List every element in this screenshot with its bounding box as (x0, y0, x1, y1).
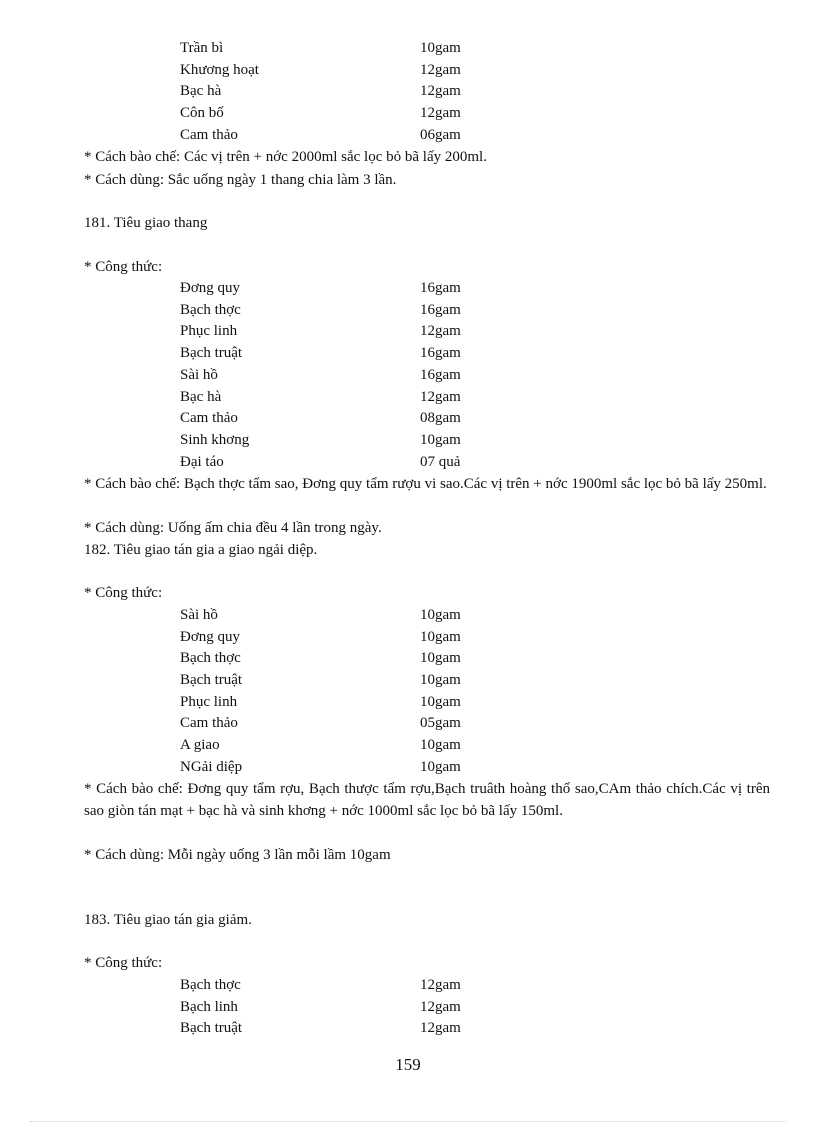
ingredient-name: Côn bố (180, 105, 224, 121)
ingredient-name: Phục linh (180, 694, 238, 710)
ingredient-qty: 12gam (420, 62, 461, 78)
ingredient-name: Bạch truật (180, 1020, 243, 1036)
ingredient-qty: 10gam (420, 607, 461, 623)
formula-label: * Công thức: (84, 955, 163, 971)
ingredient-name: Bạc hà (180, 389, 222, 405)
ingredient-qty: 10gam (420, 40, 461, 56)
ingredient-name: Bạch thợc (180, 302, 241, 318)
ingredient-name: Bạch thợc (180, 650, 241, 666)
ingredient-name: Sinh khơng (180, 432, 250, 448)
footer-rule (30, 1121, 786, 1122)
ingredient-name: Cam thảo (180, 410, 238, 426)
ingredient-name: Cam thảo (180, 127, 238, 143)
ingredient-qty: 07 quả (420, 454, 461, 470)
section-title: 181. Tiêu giao thang (84, 215, 208, 231)
ingredient-qty: 12gam (420, 323, 461, 339)
ingredient-name: Bạch thợc (180, 977, 241, 993)
ingredient-qty: 16gam (420, 367, 461, 383)
ingredient-qty: 12gam (420, 389, 461, 405)
ingredient-qty: 10gam (420, 737, 461, 753)
ingredient-qty: 12gam (420, 999, 461, 1015)
ingredient-name: Cam thảo (180, 715, 238, 731)
ingredient-qty: 10gam (420, 672, 461, 688)
ingredient-qty: 12gam (420, 977, 461, 993)
ingredient-qty: 08gam (420, 410, 461, 426)
ingredient-qty: 10gam (420, 650, 461, 666)
ingredient-name: Đại táo (180, 454, 224, 470)
ingredient-name: A giao (180, 737, 220, 753)
ingredient-qty: 16gam (420, 280, 461, 296)
usage-text: * Cách dùng: Mỗi ngày uống 3 lần mỗi lầm 10gam (84, 847, 391, 863)
ingredient-name: Khương hoạt (180, 62, 259, 78)
ingredient-qty: 06gam (420, 127, 461, 143)
ingredient-qty: 12gam (420, 83, 461, 99)
section-title: 182. Tiêu giao tán gia a giao ngải diệp. (84, 542, 318, 558)
ingredient-qty: 16gam (420, 345, 461, 361)
preparation-text: * Cách bào chế: Đơng quy tẩm rợu, Bạch thược tẩm rợu,Bạch truâth hoàng thổ sao,CAm thảo chích.Các vị trên sao giòn tán mạt + bạc hà và sinh khơng + nớc 1000ml sắc lọc bỏ bã lấy 150ml. (84, 781, 770, 819)
ingredient-name: Sài hồ (180, 607, 218, 623)
ingredient-name: Sài hồ (180, 367, 218, 383)
ingredient-qty: 10gam (420, 694, 461, 710)
ingredient-qty: 05gam (420, 715, 461, 731)
section-title: 183. Tiêu giao tán gia giảm. (84, 912, 252, 928)
ingredient-name: Đơng quy (180, 629, 241, 645)
ingredient-name: Bạc hà (180, 83, 222, 99)
page-number: 159 (395, 1055, 421, 1074)
ingredient-qty: 10gam (420, 629, 461, 645)
ingredient-name: Bạch linh (180, 999, 238, 1015)
usage-text: * Cách dùng: Uống ấm chia đều 4 lần trong ngày. (84, 520, 382, 536)
usage-text: * Cách dùng: Sắc uống ngày 1 thang chia làm 3 lần. (84, 172, 397, 188)
formula-label: * Công thức: (84, 585, 163, 601)
ingredient-name: NGải diệp (180, 759, 243, 775)
ingredient-qty: 10gam (420, 759, 461, 775)
ingredient-name: Bạch truật (180, 672, 243, 688)
ingredient-name: Phục linh (180, 323, 238, 339)
ingredient-qty: 16gam (420, 302, 461, 318)
ingredient-qty: 10gam (420, 432, 461, 448)
ingredient-name: Đơng quy (180, 280, 241, 296)
preparation-text: * Cách bào chế: Bạch thợc tẩm sao, Đơng quy tẩm rượu vi sao.Các vị trên + nớc 1900ml sắc lọc bỏ bã lấy 250ml. (84, 476, 767, 492)
ingredient-name: Trần bì (180, 40, 224, 56)
preparation-text: * Cách bào chế: Các vị trên + nớc 2000ml sắc lọc bỏ bã lấy 200ml. (84, 149, 487, 165)
ingredient-name: Bạch truật (180, 345, 243, 361)
ingredient-qty: 12gam (420, 1020, 461, 1036)
ingredient-qty: 12gam (420, 105, 461, 121)
formula-label: * Công thức: (84, 259, 163, 275)
